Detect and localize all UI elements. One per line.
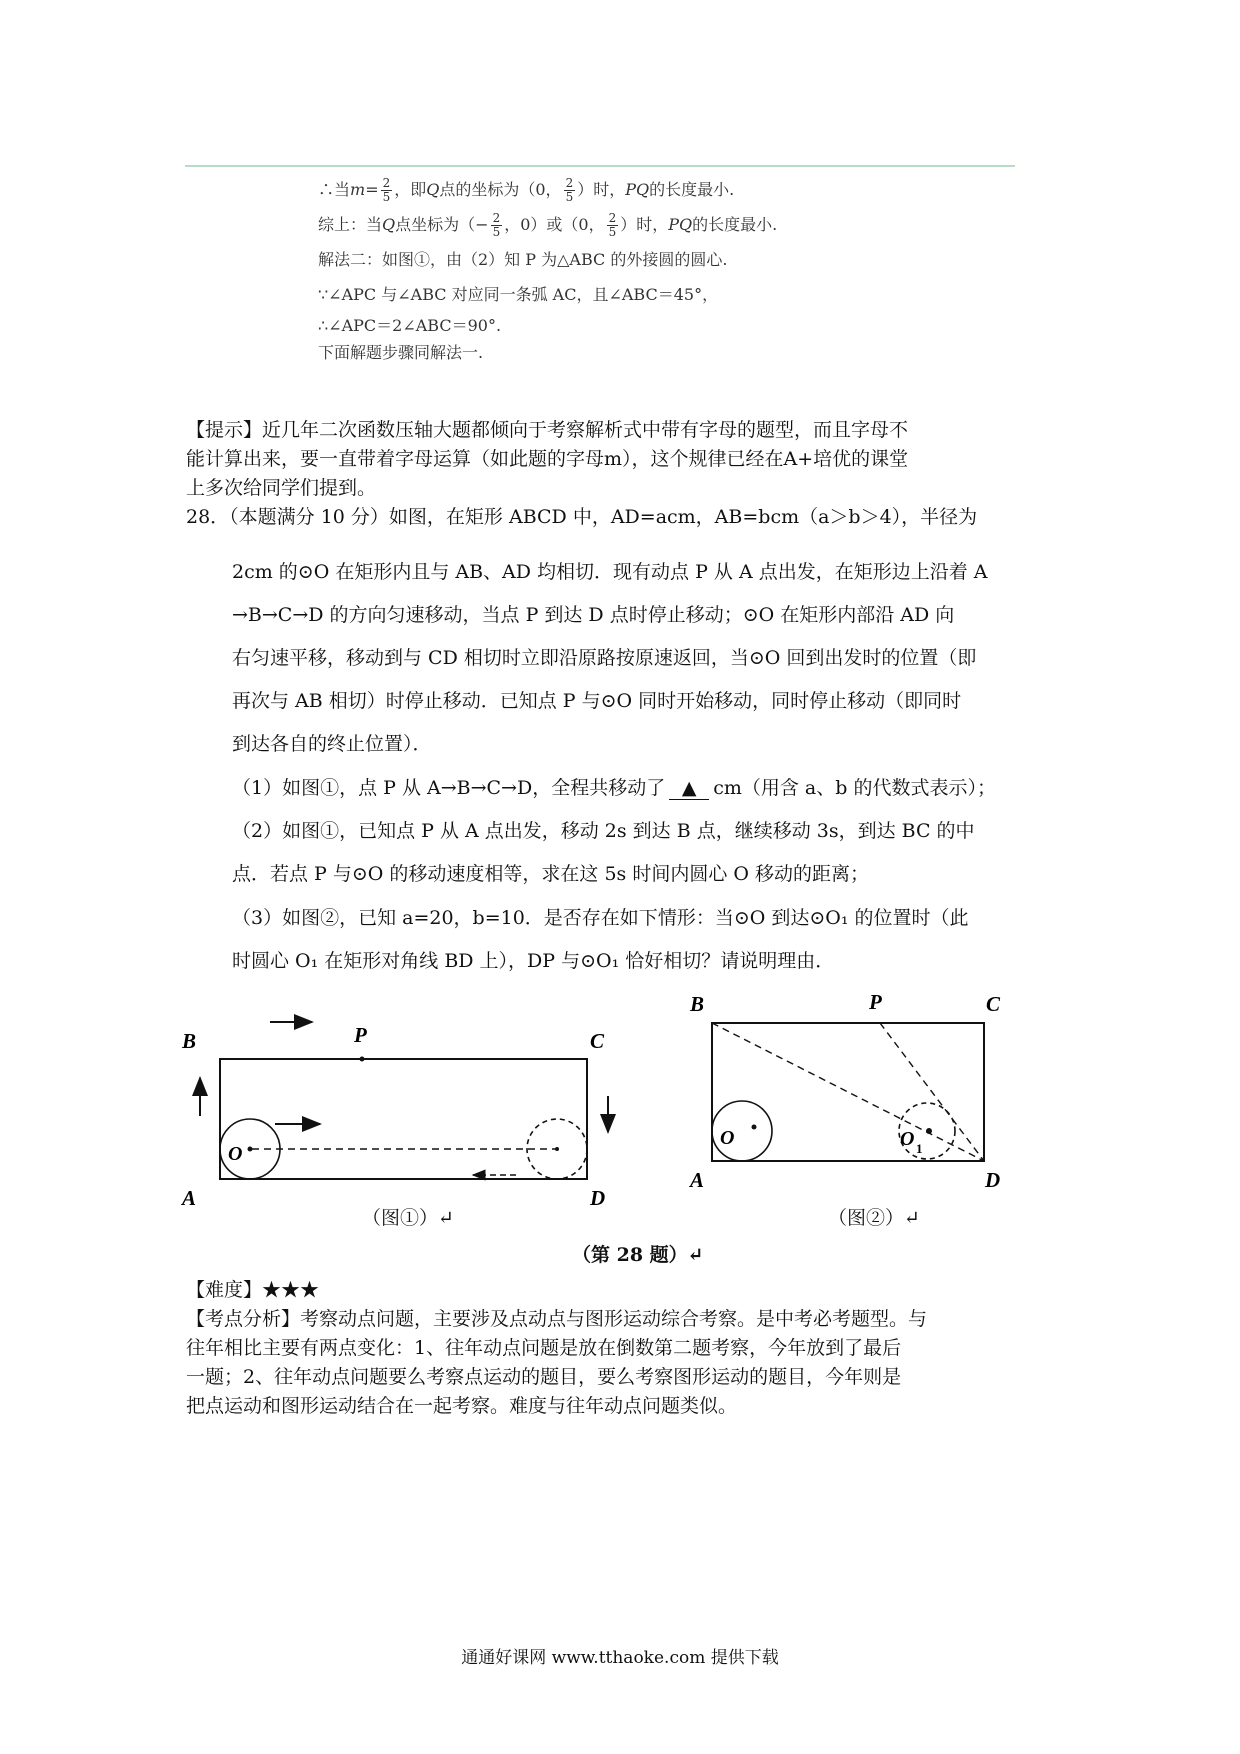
label-p: P bbox=[869, 990, 882, 1014]
question-3-line-2: 时圆心 O₁ 在矩形对角线 BD 上），DP 与⊙O₁ 恰好相切？请说明理由． bbox=[232, 950, 835, 972]
problem-line-4: 右匀速平移，移动到与 CD 相切时立即沿原路按原速返回，当⊙O 回到出发时的位置（即 bbox=[232, 647, 977, 669]
analysis-line: 往年相比主要有两点变化：1、往年动点问题是放在倒数第二题考察，今年放到了最后 bbox=[186, 1337, 902, 1359]
problem-line-5: 再次与 AB 相切）时停止移动．已知点 P 与⊙O 同时开始移动，同时停止移动（即同时 bbox=[232, 690, 962, 712]
point-p bbox=[360, 1057, 365, 1062]
rectangle-abcd bbox=[220, 1059, 587, 1179]
hint-line: 能计算出来，要一直带着字母运算（如此题的字母m），这个规律已经在A+培优的课堂 bbox=[186, 448, 909, 470]
hint-line: 上多次给同学们提到。 bbox=[186, 477, 377, 499]
analysis-line: 把点运动和图形运动结合在一起考察。难度与往年动点问题类似。 bbox=[186, 1395, 738, 1417]
label-o1-subscript: 1 bbox=[916, 1141, 923, 1156]
label-b: B bbox=[182, 1029, 197, 1053]
page-footer: 通通好课网 www.tthaoke.com 提供下载 bbox=[461, 1648, 779, 1668]
fraction-two-fifths: $\frac{2}{5}$ bbox=[565, 176, 574, 204]
top-divider bbox=[185, 165, 1015, 167]
hint-paragraph bbox=[186, 416, 1056, 503]
question-2-line-2: 点．若点 P 与⊙O 的移动速度相等，求在这 5s 时间内圆心 O 移动的距离； bbox=[232, 863, 869, 885]
figure-2-caption: （图②）↵ bbox=[828, 1207, 920, 1229]
problem-line-1: 28．（本题满分 10 分）如图，在矩形 ABCD 中，AD=acm，AB=bcm（a＞b＞4），半径为 bbox=[186, 506, 978, 528]
question-3-line-1: （3）如图②，已知 a=20，b=10．是否存在如下情形：当⊙O 到达⊙O₁ 的位置时（此 bbox=[232, 907, 969, 929]
rectangle-abcd bbox=[712, 1023, 984, 1161]
label-d: D bbox=[985, 1168, 1001, 1192]
solution-line-2: 综上：当Q点坐标为（− $\frac{2}{5}$ ，0）或（0， $\frac{2}{5}$ ）时，PQ的长度最小. bbox=[318, 211, 778, 239]
label-o1: O bbox=[900, 1128, 915, 1150]
problem-caption: （第 28 题）↵ bbox=[572, 1244, 704, 1266]
center-o bbox=[752, 1125, 757, 1130]
analysis-line: 【考点分析】考察动点问题，主要涉及点动点与图形运动综合考察。是中考必考题型。与 bbox=[186, 1308, 928, 1330]
analysis-section bbox=[186, 1276, 1066, 1421]
label-c: C bbox=[986, 992, 1001, 1016]
fraction-two-fifths: $\frac{2}{5}$ bbox=[492, 211, 501, 239]
figure-1 bbox=[180, 1000, 620, 1230]
problem-line-3: →B→C→D 的方向匀速移动，当点 P 到达 D 点时停止移动；⊙O 在矩形内部沿 AD 向 bbox=[232, 604, 955, 626]
center-o-end bbox=[555, 1147, 559, 1151]
label-o: O bbox=[228, 1143, 243, 1165]
figure-2 bbox=[680, 985, 1040, 1210]
label-o: O bbox=[720, 1127, 735, 1149]
line-dp bbox=[880, 1023, 984, 1161]
fraction-two-fifths: $\frac{2}{5}$ bbox=[382, 176, 391, 204]
label-a: A bbox=[690, 1168, 705, 1192]
label-c: C bbox=[590, 1029, 605, 1053]
solution-line-3: 解法二：如图①，由（2）知 P 为△ABC 的外接圆的圆心. bbox=[318, 250, 728, 269]
figure-1-caption: （图①）↵ bbox=[362, 1207, 454, 1229]
problem-line-2: 2cm 的⊙O 在矩形内且与 AB、AD 均相切．现有动点 P 从 A 点出发，在矩形边上沿着 A bbox=[232, 561, 988, 583]
label-p: P bbox=[354, 1023, 367, 1047]
difficulty-line: 【难度】★★★ bbox=[186, 1279, 320, 1301]
solution-line-6: 下面解题步骤同解法一. bbox=[318, 343, 484, 362]
solution-line-4: ∵∠APC 与∠ABC 对应同一条弧 AC，且∠ABC＝45°， bbox=[318, 285, 719, 304]
scanned-solution-block bbox=[318, 172, 878, 366]
fraction-two-fifths: $\frac{2}{5}$ bbox=[608, 211, 617, 239]
analysis-line: 一题；2、往年动点问题要么考察点运动的题目，要么考察图形运动的题目，今年则是 bbox=[186, 1366, 902, 1388]
diagonal-bd bbox=[712, 1023, 984, 1161]
hint-line: 【提示】近几年二次函数压轴大题都倾向于考察解析式中带有字母的题型，而且字母不 bbox=[186, 419, 909, 441]
label-d: D bbox=[590, 1186, 606, 1210]
answer-blank: ▲ bbox=[669, 777, 709, 800]
problem-line-6: 到达各自的终止位置）． bbox=[232, 733, 432, 755]
solution-line-1: ∴当m= $\frac{2}{5}$ ，即Q点的坐标为（0， $\frac{2}{5}$ ）时，PQ的长度最小. bbox=[318, 176, 735, 204]
question-1: （1）如图①，点 P 从 A→B→C→D，全程共移动了 ▲ cm（用含 a、b 的代数式表示）； bbox=[232, 777, 996, 799]
label-a: A bbox=[182, 1186, 197, 1210]
solution-line-5: ∴∠APC＝2∠ABC＝90°. bbox=[318, 316, 502, 335]
label-b: B bbox=[690, 992, 705, 1016]
question-2-line-1: （2）如图①，已知点 P 从 A 点出发，移动 2s 到达 B 点，继续移动 3s，到达 BC 的中 bbox=[232, 820, 975, 842]
center-o bbox=[248, 1147, 253, 1152]
